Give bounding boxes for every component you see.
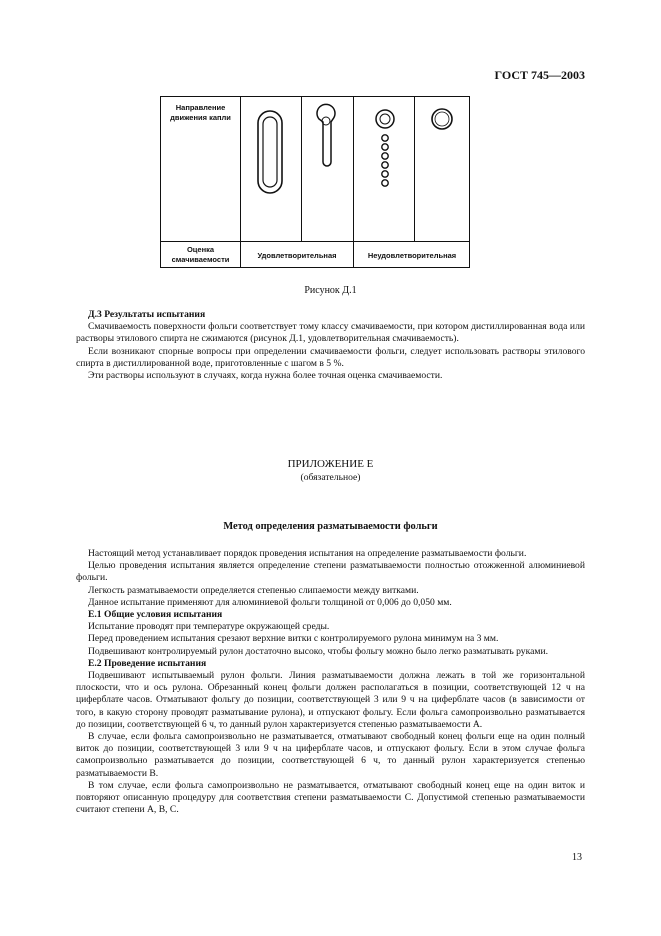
paragraph: Данное испытание применяют для алюминиевой фольги толщиной от 0,006 до 0,050 мм.: [88, 596, 452, 608]
round-drop-inner: [435, 112, 449, 126]
bead-drop: [380, 114, 390, 124]
keyhole-drop: [317, 104, 335, 166]
paragraph: В случае, если фольга самопроизвольно не разматывается, отматывают свободный конец фольги еще на один полный виток до позиции, соответствующей 3 или 9 ч на циферблате часов, и отпускают фольгу. Если в этом случае фольга самопроизвольно разматывается до позиции, соответствующей 6 ч, то данный рулон характеризуется степенью разматываемости В.: [76, 731, 585, 779]
appendix-status: (обязательное): [300, 472, 361, 483]
page-number: 13: [572, 852, 582, 863]
section-heading: Е.2 Проведение испытания: [88, 657, 207, 669]
bead-drop: [382, 162, 388, 168]
section-heading: Е.1 Общие условия испытания: [88, 609, 223, 621]
bead-drop: [382, 180, 388, 186]
satisfactory-label: Удовлетворительная: [257, 251, 337, 260]
section-heading: Д.3 Результаты испытания: [88, 309, 206, 320]
direction-label: Направление движения капли: [170, 103, 231, 122]
rating-label: Оценка смачиваемости: [171, 245, 230, 264]
paragraph: В том случае, если фольга самопроизвольно не разматывается, отматывают свободный конец еще на один виток и повторяют описанную процедуру для соответствия степени разматываемости С. Допустимой степенью разматываемости считают степени А, В, С.: [76, 779, 585, 816]
paragraph: Легкость разматываемости определяется степенью слипаемости между витками.: [88, 584, 419, 596]
standard-header: ГОСТ 745—2003: [494, 68, 585, 82]
bead-drop: [382, 135, 388, 141]
bead-drop: [376, 110, 394, 128]
appendix-title: ПРИЛОЖЕНИЕ Е: [287, 458, 374, 470]
paragraph: Настоящий метод устанавливает порядок проведения испытания на определение разматываемости фольги.: [88, 548, 527, 559]
method-title: Метод определения разматываемости фольги: [223, 521, 438, 532]
paragraph: Перед проведением испытания срезают верхние витки с контролируемого рулона минимум на 3 мм.: [88, 633, 499, 645]
paragraph: Смачиваемость поверхности фольги соответствует тому классу смачиваемости, при котором дистиллированная вода или растворы этилового спирта не сжимаются (рисунок Д.1, удовлетворительная смачиваемость).: [76, 321, 585, 345]
figure-d1: [160, 96, 470, 268]
paragraph: Эти растворы используют в случаях, когда нужна более точная оценка смачиваемости.: [88, 370, 443, 382]
oval-drop-inner: [263, 117, 277, 187]
unsatisfactory-label: Неудовлетворительная: [367, 251, 457, 260]
paragraph: Если возникают спорные вопросы при определении смачиваемости фольги, следует использовать растворы этилового спирта в дистиллированной воде, приготовленные с шагом в 5 %.: [76, 345, 585, 369]
appendix-body: [76, 548, 585, 816]
paragraph: Подвешивают испытываемый рулон фольги. Линия разматываемости должна лежать в той же горизонтальной плоскости, что и ось рулона. Обрезанный конец фольги должен располагаться в позиции, соответствующей 12 ч на циферблате часов. Отматывают фольгу до позиции, соответствующей 3 или 9 ч на циферблате часов (в зависимости от того, в какую сторону проводят разматывание рулона), и отпускают фольгу. Если фольга самопроизвольно разматывается до позиции, соответствующей 6 ч, то данный рулон характеризуется степенью разматываемости А.: [76, 670, 585, 730]
paragraph: Испытание проводят при температуре окружающей среды.: [88, 621, 330, 633]
bead-drop: [382, 144, 388, 150]
paragraph: Подвешивают контролируемый рулон достаточно высоко, чтобы фольгу можно было легко разматывать руками.: [88, 645, 548, 657]
bead-drop: [382, 171, 388, 177]
paragraph: Целью проведения испытания является определение степени разматываемости полностью отожженной алюминиевой фольги.: [76, 560, 585, 584]
oval-drop-outer: [258, 111, 282, 193]
keyhole-drop-head: [322, 117, 330, 125]
figure-caption: Рисунок Д.1: [304, 285, 357, 296]
figure-row-divider: [161, 241, 469, 242]
bead-drop: [382, 153, 388, 159]
section-d3: [76, 309, 585, 382]
droplet-drawings: [161, 97, 471, 241]
